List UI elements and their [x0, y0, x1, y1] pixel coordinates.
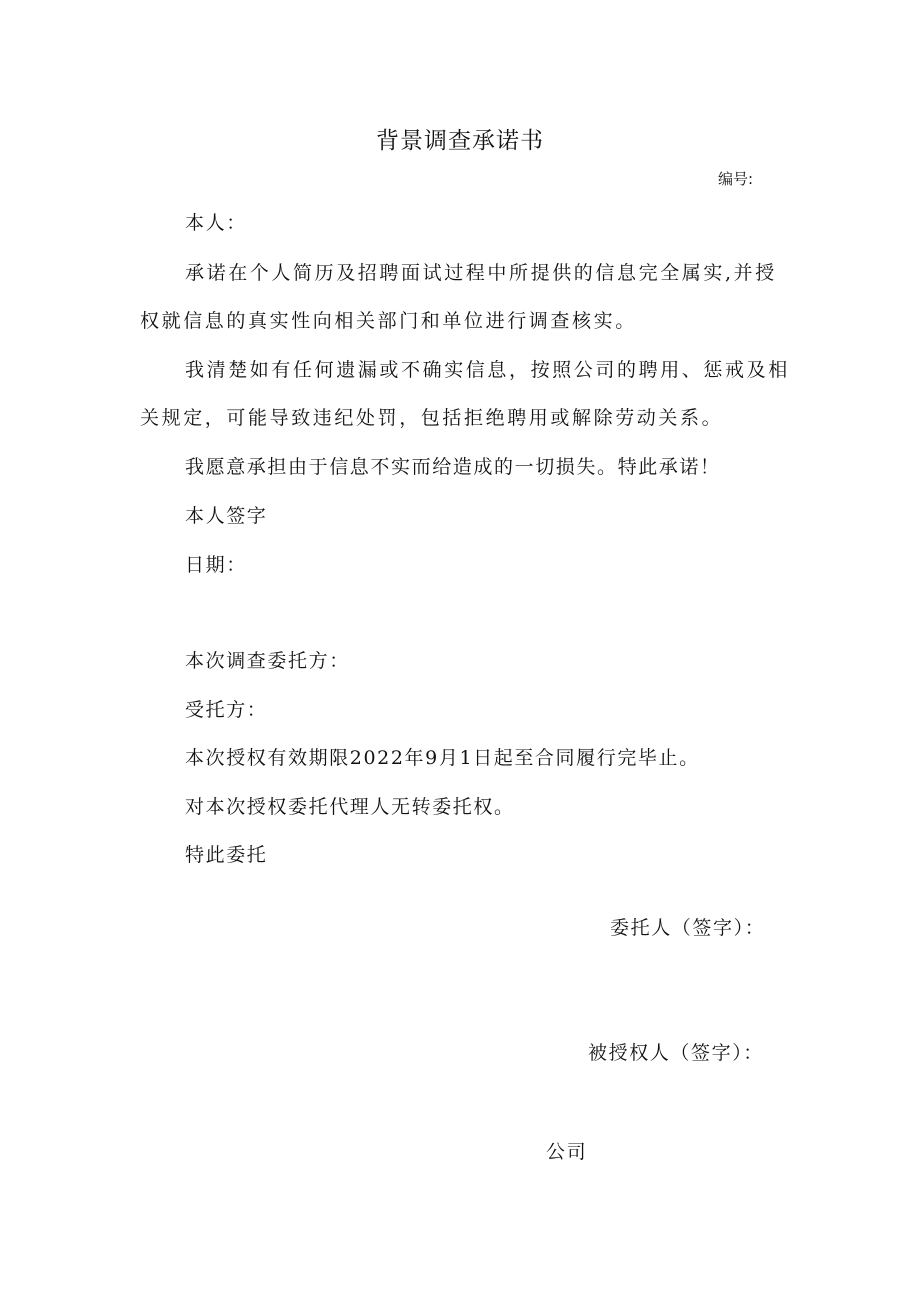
- principal-signature-label: 委托人（签字）：: [610, 917, 766, 939]
- document-title: 背景调查承诺书: [376, 128, 544, 154]
- paragraph-3: 我愿意承担由于信息不实而给造成的一切损失。特此承诺！: [185, 456, 721, 478]
- validity-statement: 本次授权有效期限2022年9月1日起至合同履行完毕止。: [185, 747, 700, 769]
- trustee-label: 受托方：: [185, 699, 268, 721]
- hereby-entrust: 特此委托: [185, 844, 268, 866]
- client-label: 本次调查委托方：: [185, 650, 350, 672]
- paragraph-2-line-1: 我清楚如有任何遗漏或不确实信息，按照公司的聘用、惩戒及相: [185, 359, 790, 381]
- salutation: 本人：: [185, 212, 247, 234]
- serial-number-label: 编号:: [718, 170, 754, 188]
- company-label: 公司: [546, 1141, 588, 1163]
- authorized-signature-label: 被授权人（签字）：: [588, 1042, 764, 1064]
- no-transfer-statement: 对本次授权委托代理人无转委托权。: [185, 796, 515, 818]
- paragraph-1-line-1: 承诺在个人简历及招聘面试过程中所提供的信息完全属实,并授: [185, 262, 777, 284]
- paragraph-1-line-2: 权就信息的真实性向相关部门和单位进行调查核实。: [140, 310, 637, 332]
- signature-label: 本人签字: [185, 505, 268, 527]
- date-label: 日期：: [185, 554, 247, 576]
- paragraph-2-line-2: 关规定，可能导致违纪处罚，包括拒绝聘用或解除劳动关系。: [140, 407, 724, 429]
